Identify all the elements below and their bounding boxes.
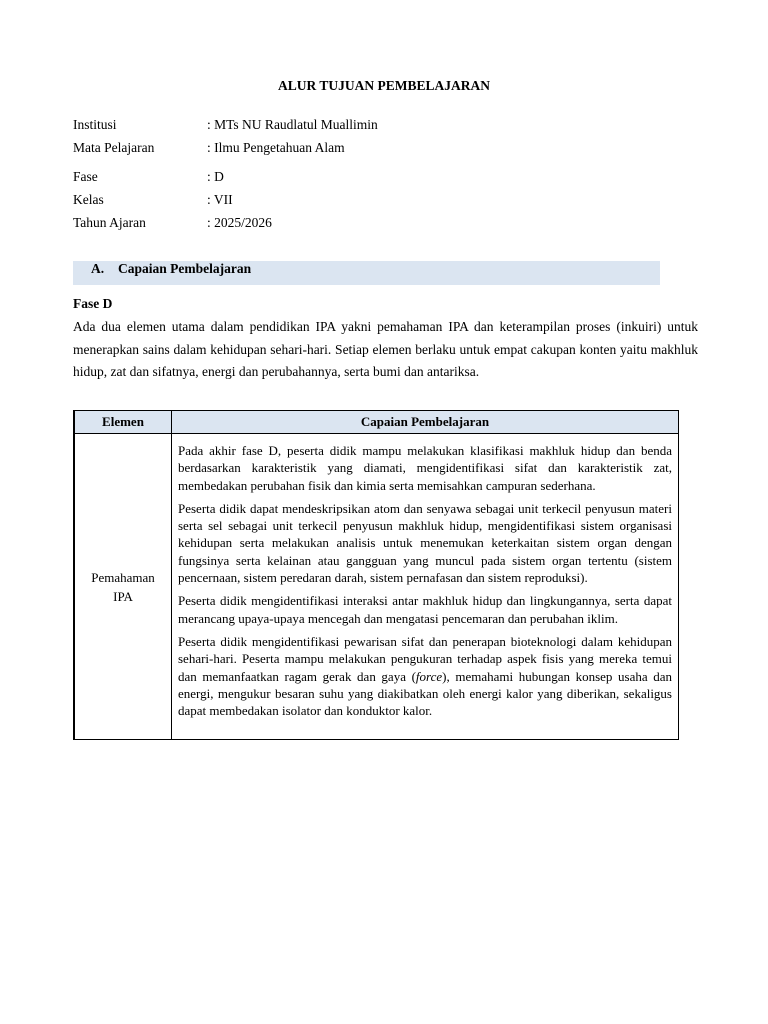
elemen-name-line1: Pemahaman xyxy=(91,569,155,585)
info-label: Institusi xyxy=(73,117,117,132)
capaian-paragraph: Pada akhir fase D, peserta didik mampu melakukan klasifikasi makhluk hidup dan benda berdasarkan karakteristik yang diamati, mengidentifikasi sifat dan karakteristik zat, membedakan perubahan fisik dan kimia serta memisahkan campuran sederhana. xyxy=(178,443,672,493)
table-row xyxy=(74,434,679,740)
capaian-paragraph: Peserta didik dapat mendeskripsikan atom dan senyawa sebagai unit terkecil penyusun materi serta sel sebagai unit terkecil penyusun makhluk hidup, mengidentifikasi sistem organisasi kehidupan serta melakukan analisis untuk menemukan keterkaitan sistem organ dengan fungsinya serta kelainan atau gangguan yang muncul pada sistem organ tertentu (sistem pencernaan, sistem peredaran darah, sistem pernafasan dan sistem reproduksi). xyxy=(178,500,672,586)
info-row-fase xyxy=(73,169,224,185)
info-label: Fase xyxy=(73,169,98,184)
info-value: : 2025/2026 xyxy=(207,215,272,230)
capaian-table xyxy=(73,410,679,740)
header-capaian: Capaian Pembelajaran xyxy=(172,411,679,434)
info-row-institusi xyxy=(73,117,378,133)
capaian-paragraph xyxy=(178,633,672,719)
page-title: ALUR TUJUAN PEMBELAJARAN xyxy=(277,78,490,93)
info-row-mata-pelajaran xyxy=(73,140,345,156)
header-elemen: Elemen xyxy=(74,411,172,434)
info-value: : Ilmu Pengetahuan Alam xyxy=(207,140,345,155)
section-heading xyxy=(91,261,251,277)
info-label: Kelas xyxy=(73,192,104,207)
capaian-paragraph: Peserta didik mengidentifikasi interaksi antar makhluk hidup dan lingkungannya, serta dapat merancang upaya-upaya mencegah dan mengatasi pencemaran dan perubahan iklim. xyxy=(178,593,672,626)
info-row-kelas xyxy=(73,192,233,208)
section-title: Capaian Pembelajaran xyxy=(118,261,252,276)
intro-paragraph: Ada dua elemen utama dalam pendidikan IPA yakni pemahaman IPA dan keterampilan proses (inkuiri) untuk menerapkan sains dalam kehidupan sehari-hari. Setiap elemen berlaku untuk empat cakupan konten yaitu makhluk hidup, zat dan sifatnya, energi dan perubahannya, serta bumi dan antariksa. xyxy=(73,319,698,379)
table-header-row xyxy=(74,411,679,434)
info-value: : VII xyxy=(207,192,233,207)
section-letter: A. xyxy=(91,261,105,276)
info-value: : MTs NU Raudlatul Muallimin xyxy=(207,117,378,132)
paragraph-text: ), memahami hubungan konsep usaha dan energi, mengukur besaran suhu yang diakibatkan oleh energi kalor yang diberikan, sekaligus dapat membedakan isolator dan konduktor kalor. xyxy=(178,668,672,719)
fase-heading: Fase D xyxy=(73,296,113,311)
elemen-name-line2: IPA xyxy=(113,588,133,604)
elemen-cell xyxy=(74,434,172,740)
info-label: Mata Pelajaran xyxy=(73,140,155,155)
info-row-tahun-ajaran xyxy=(73,215,272,231)
capaian-cell xyxy=(172,434,679,740)
paragraph-text: Peserta didik mengidentifikasi pewarisan sifat dan penerapan bioteknologi dalam kehidupan sehari-hari. Peserta mampu melakukan pengukuran terhadap aspek fisis yang mereka temui dan memanfaatkan ragam gerak dan gaya ( xyxy=(178,633,672,684)
info-value: : D xyxy=(207,169,224,184)
info-label: Tahun Ajaran xyxy=(73,215,146,230)
italic-term: force xyxy=(415,668,443,684)
section-heading-bar xyxy=(73,261,660,285)
